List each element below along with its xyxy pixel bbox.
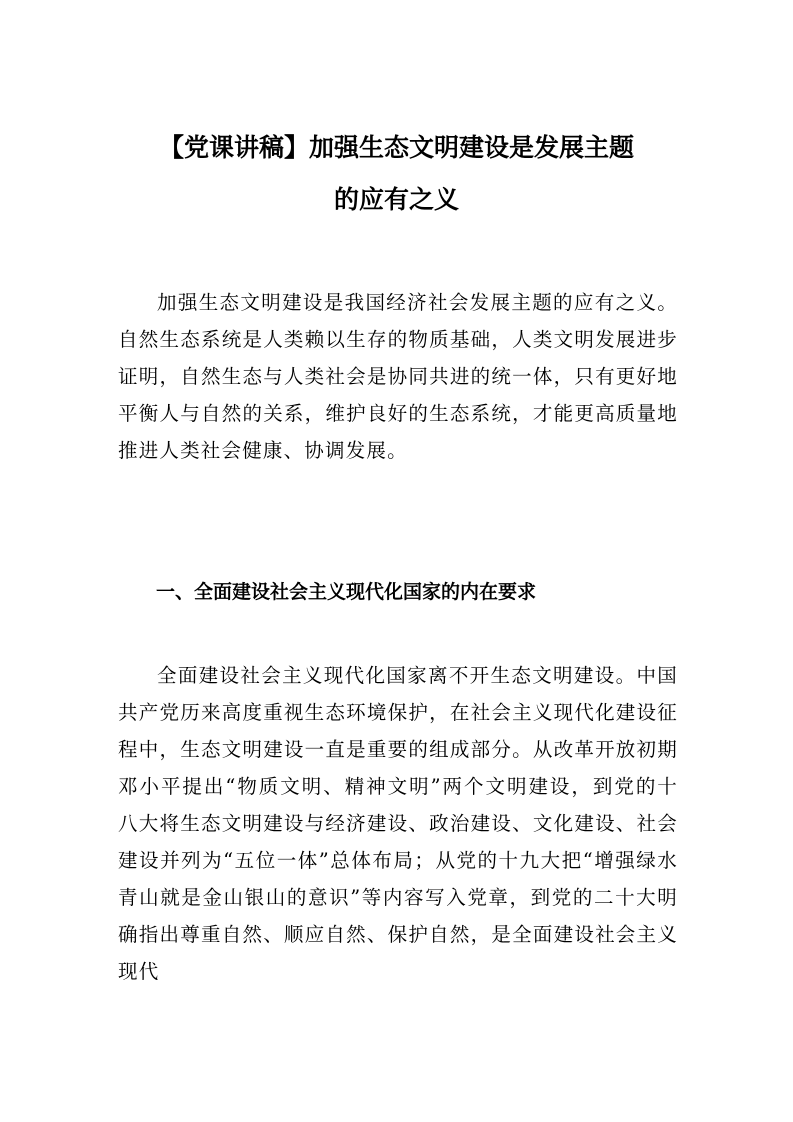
section-heading-1: 一、全面建设社会主义现代化国家的内在要求 — [156, 581, 537, 603]
section-1-paragraph: 全面建设社会主义现代化国家离不开生态文明建设。中国共产党历来高度重视生态环境保护，在社会主义现代化建设征程中，生态文明建设一直是重要的组成部分。从改革开放初期邓小平提出“物质文明、精神文明”两个文明建设，到党的十八大将生态文明建设与经济建设、政治建设、文化建设、社会建设并列为“五位一体”总体布局；从党的十九大把“增强绿水青山就是金山银山的意识”等内容写入党章，到党的二十大明确指出尊重自然、顺应自然、保护自然，是全面建设社会主义现代 — [118, 664, 678, 983]
intro-paragraph: 加强生态文明建设是我国经济社会发展主题的应有之义。自然生态系统是人类赖以生存的物质基础，人类文明发展进步证明，自然生态与人类社会是协同共进的统一体，只有更好地平衡人与自然的关系，维护良好的生态系统，才能更高质量地推进人类社会健康、协调发展。 — [118, 291, 678, 462]
document-title-line-2: 的应有之义 — [333, 185, 459, 214]
document-title-line-1: 【党课讲稿】加强生态文明建设是发展主题 — [158, 133, 634, 162]
document-title — [110, 122, 683, 226]
